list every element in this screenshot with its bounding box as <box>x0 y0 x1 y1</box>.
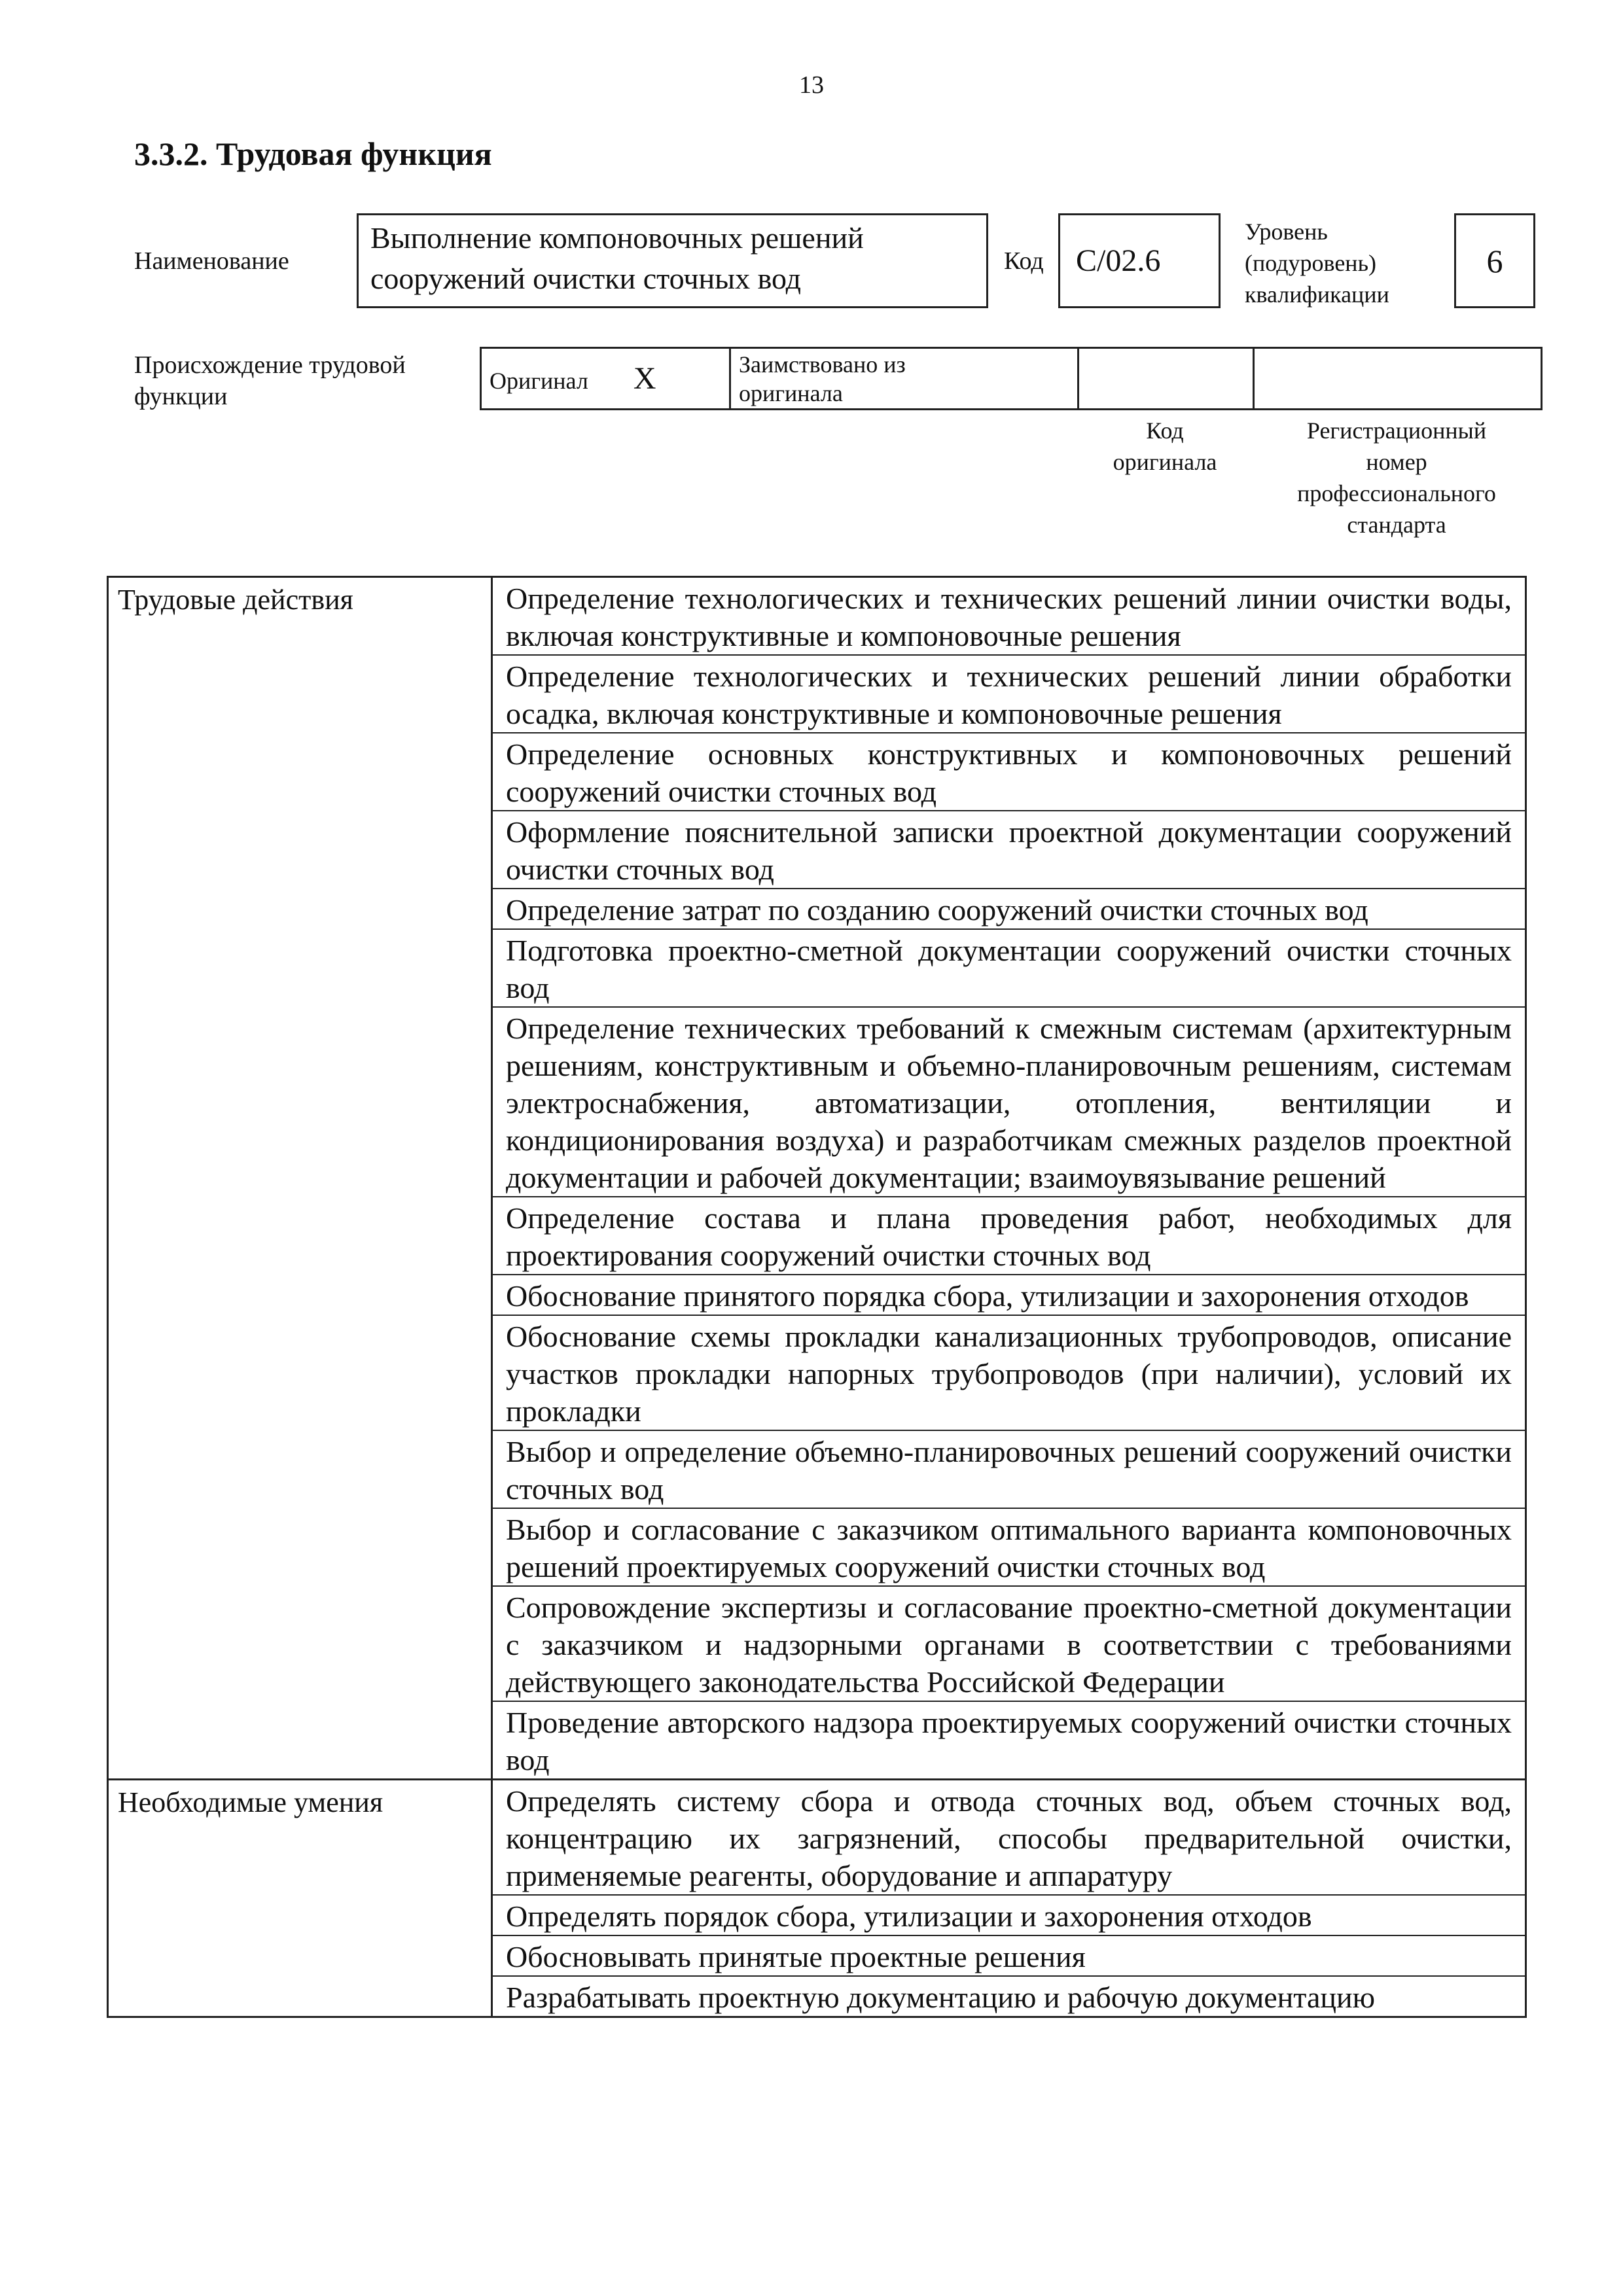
labor-actions-cell <box>492 577 1526 1780</box>
labor-action-item: Выбор и согласование с заказчиком оптимального варианта компоновочных решений проектируемых сооружений очистки сточных вод <box>493 1508 1525 1586</box>
labor-action-item: Определение технологических и технических решений линии обработки осадка, включая конструктивные и компоновочные решения <box>493 655 1525 733</box>
labor-action-item: Проведение авторского надзора проектируемых сооружений очистки сточных вод <box>506 1706 1512 1776</box>
function-name-box <box>357 213 988 308</box>
skills-cell <box>492 1780 1526 2017</box>
labor-actions-label: Трудовые действия <box>108 577 492 1780</box>
origin-regnum-cell <box>1254 348 1542 410</box>
origin-original-label: Оригинал <box>490 368 588 394</box>
origin-regnum-caption-line-3: профессионального <box>1297 480 1496 506</box>
skill-item: Определять систему сбора и отвода сточных вод, объем сточных вод, концентрацию их загрязнений, способы предварительной очистки, применяемые реагенты, оборудование и аппаратуру <box>493 1780 1525 1895</box>
origin-borrowed-cell <box>730 348 1079 410</box>
skill-item: Обосновывать принятые проектные решения <box>493 1935 1525 1976</box>
labor-actions-list <box>493 578 1525 1778</box>
origin-code-cell <box>1079 348 1254 410</box>
origin-code-caption-line-2: оригинала <box>1113 449 1217 475</box>
skills-list <box>493 1780 1525 2016</box>
origin-original-cell <box>481 348 730 410</box>
skills-row <box>108 1780 1526 2017</box>
origin-table <box>480 347 1543 410</box>
code-value: С/02.6 <box>1058 213 1221 308</box>
origin-label-line-1: Происхождение трудовой <box>134 351 406 379</box>
origin-regnum-caption-line-1: Регистрационный <box>1306 417 1487 444</box>
skill-item: Определять порядок сбора, утилизации и захоронения отходов <box>493 1895 1525 1935</box>
origin-label <box>134 349 406 412</box>
section-title: 3.3.2. Трудовая функция <box>134 135 492 172</box>
origin-regnum-caption <box>1253 415 1541 540</box>
origin-code-caption <box>1077 415 1253 478</box>
labor-action-item: Обоснование схемы прокладки канализационных трубопроводов, описание участков прокладки напорных трубопроводов (при наличии), условий их прокладки <box>493 1315 1525 1430</box>
origin-original-mark: X <box>633 361 656 396</box>
function-name-line-2: сооружений очистки сточных вод <box>370 262 802 295</box>
level-label <box>1245 216 1389 310</box>
code-label: Код <box>1004 247 1044 275</box>
labor-action-item: Выбор и определение объемно-планировочных решений сооружений очистки сточных вод <box>493 1430 1525 1508</box>
origin-regnum-caption-line-2: номер <box>1366 449 1427 475</box>
level-label-line-2: (подуровень) <box>1245 250 1376 276</box>
origin-borrowed-line-1: Заимствовано из <box>739 351 906 378</box>
origin-regnum-caption-line-4: стандарта <box>1347 512 1446 538</box>
labor-action-item: Сопровождение экспертизы и согласование проектно-сметной документации с заказчиком и надзорными органами в соответствии с требованиями действующего законодательства Российской Федерации <box>493 1586 1525 1701</box>
labor-action-item: Определение основных конструктивных и компоновочных решений сооружений очистки сточных вод <box>493 733 1525 811</box>
function-details-table <box>107 576 1527 2018</box>
function-name-line-1: Выполнение компоновочных решений <box>370 221 864 255</box>
level-label-line-3: квалификации <box>1245 281 1389 308</box>
labor-action-item: Определение состава и плана проведения работ, необходимых для проектирования сооружений очистки сточных вод <box>493 1197 1525 1275</box>
level-value: 6 <box>1454 213 1535 308</box>
skill-item: Разрабатывать проектную документацию и рабочую документацию <box>506 1981 1375 2014</box>
labor-action-item: Определение технических требований к смежным системам (архитектурным решениям, конструктивным и объемно-планировочным решениям, системам электроснабжения, автоматизации, отопления, вентиляции и кондиционирования воздуха) и разработчикам смежных разделов проектной документации и рабочей документации; взаимоувязывание решений <box>493 1007 1525 1197</box>
origin-borrowed-line-2: оригинала <box>739 380 843 406</box>
labor-action-item: Подготовка проектно-сметной документации сооружений очистки сточных вод <box>493 929 1525 1007</box>
level-label-line-1: Уровень <box>1245 219 1328 245</box>
origin-label-line-2: функции <box>134 383 228 410</box>
labor-action-item: Обоснование принятого порядка сбора, утилизации и захоронения отходов <box>493 1275 1525 1315</box>
skills-label: Необходимые умения <box>108 1780 492 2017</box>
origin-code-caption-line-1: Код <box>1146 417 1184 444</box>
page-number: 13 <box>799 71 824 99</box>
labor-action-item: Определение технологических и технических решений линии очистки воды, включая конструктивные и компоновочные решения <box>493 578 1525 655</box>
labor-actions-row <box>108 577 1526 1780</box>
labor-action-item: Определение затрат по созданию сооружений очистки сточных вод <box>493 889 1525 929</box>
labor-action-item: Оформление пояснительной записки проектной документации сооружений очистки сточных вод <box>493 811 1525 889</box>
name-label: Наименование <box>134 247 289 275</box>
